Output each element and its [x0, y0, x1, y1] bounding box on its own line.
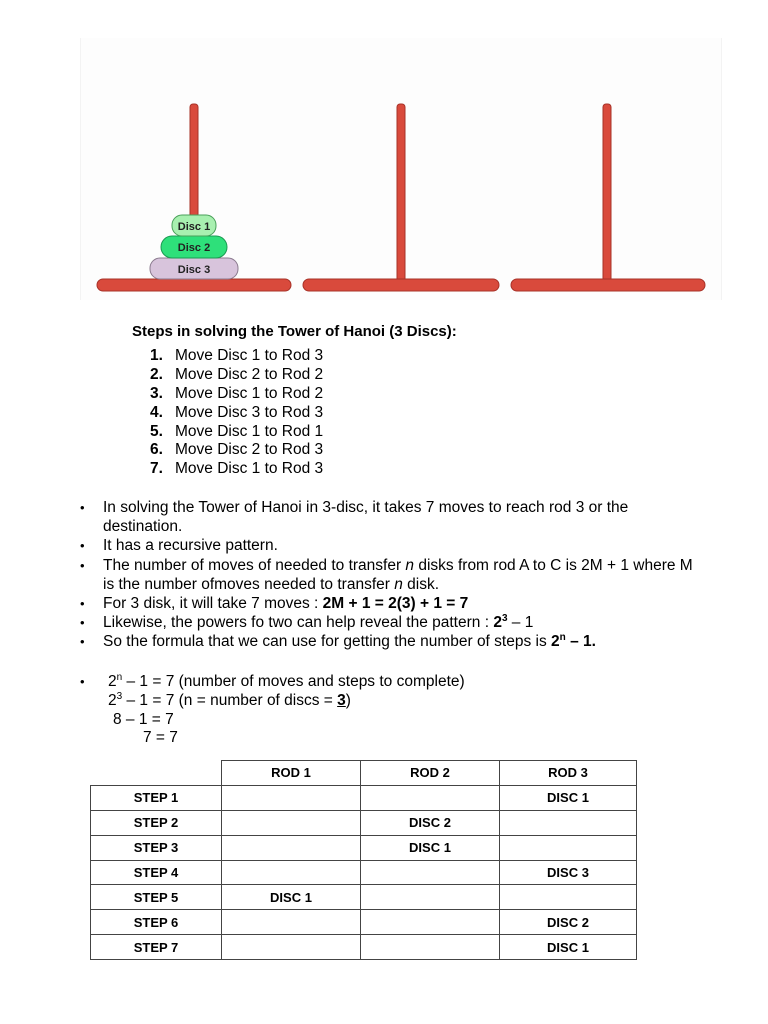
- moves-table: [90, 760, 637, 960]
- table-row: [91, 785, 637, 810]
- table-row: [91, 885, 637, 910]
- table-cell: [222, 835, 361, 860]
- bullet-item: [80, 594, 700, 613]
- table-cell: [222, 860, 361, 885]
- bullet-text: For 3 disk, it will take 7 moves :: [103, 595, 323, 613]
- header-cell: ROD 1: [222, 761, 361, 786]
- step-text: Move Disc 1 to Rod 3: [175, 460, 324, 478]
- disc-1: [172, 215, 216, 236]
- disc-3: [150, 258, 238, 279]
- list-item: [150, 385, 323, 404]
- table-cell: STEP 2: [91, 810, 222, 835]
- list-item: [150, 423, 323, 442]
- step-text: Move Disc 3 to Rod 3: [175, 403, 324, 421]
- table-cell: [222, 810, 361, 835]
- step-number: 2.: [150, 365, 163, 383]
- power-base: 2: [108, 691, 117, 709]
- step-text: Move Disc 1 to Rod 2: [175, 384, 324, 402]
- steps-list: [150, 347, 323, 479]
- table-cell: STEP 6: [91, 910, 222, 935]
- table-cell: [361, 885, 500, 910]
- steps-title: Steps in solving the Tower of Hanoi (3 Discs):: [132, 323, 457, 340]
- table-cell: STEP 1: [91, 785, 222, 810]
- table-cell: DISC 1: [500, 785, 637, 810]
- table-cell: DISC 2: [500, 910, 637, 935]
- table-cell: [361, 785, 500, 810]
- header-cell: ROD 3: [500, 761, 637, 786]
- formula-block: [80, 673, 680, 748]
- formula-line-4: 7 = 7: [143, 729, 178, 747]
- table-cell: STEP 4: [91, 860, 222, 885]
- list-item: [150, 441, 323, 460]
- formula-text: ): [345, 691, 351, 709]
- power-exponent: 3: [116, 690, 123, 702]
- step-text: Move Disc 1 to Rod 3: [175, 347, 324, 364]
- header-cell: ROD 2: [361, 761, 500, 786]
- step-number: 3.: [150, 384, 163, 402]
- formula-line-1: [108, 673, 680, 692]
- variable-n: n: [405, 556, 415, 574]
- header-cell: [91, 761, 222, 786]
- step-number: 4.: [150, 403, 163, 421]
- bullet-text: So the formula that we can use for getting the number of steps is: [103, 633, 552, 651]
- table-cell: DISC 1: [222, 885, 361, 910]
- disc-2: [161, 236, 227, 258]
- bullet-text: It has a recursive pattern.: [103, 537, 278, 555]
- power-exponent: n: [116, 671, 123, 683]
- tower-of-hanoi-figure: [80, 38, 722, 300]
- table-row: [91, 910, 637, 935]
- tower-diagram: [81, 38, 721, 300]
- table-cell: STEP 7: [91, 935, 222, 960]
- table-cell: DISC 1: [500, 935, 637, 960]
- step-number: 5.: [150, 422, 163, 440]
- rod-2: [303, 104, 499, 291]
- table-cell: [222, 910, 361, 935]
- list-item: [150, 404, 323, 423]
- step-number: 7.: [150, 460, 163, 478]
- disc-2-label: Disc 2: [177, 242, 211, 254]
- bullet-item: [80, 613, 700, 632]
- variable-n: n: [394, 575, 403, 593]
- step-text: Move Disc 2 to Rod 3: [175, 441, 324, 459]
- bullet-item: [80, 673, 680, 748]
- explanation-bullets: [80, 498, 700, 652]
- bullet-text: – 1: [507, 614, 534, 632]
- list-item: [150, 347, 323, 366]
- table-cell: [222, 785, 361, 810]
- power-base: 2: [551, 633, 560, 651]
- power-base: 2: [108, 673, 117, 690]
- rod-3: [511, 104, 705, 291]
- table-cell: [361, 910, 500, 935]
- list-item: [150, 460, 323, 479]
- table-row: [91, 810, 637, 835]
- table-row: [91, 835, 637, 860]
- step-number: 1.: [150, 347, 163, 364]
- table-cell: DISC 2: [361, 810, 500, 835]
- bullet-item: [80, 556, 700, 594]
- formula-line-3: 8 – 1 = 7: [113, 710, 174, 728]
- table-cell: DISC 1: [361, 835, 500, 860]
- table-cell: [500, 885, 637, 910]
- discs-value: 3: [337, 691, 346, 709]
- table-cell: STEP 5: [91, 885, 222, 910]
- table-cell: [500, 835, 637, 860]
- bullet-item: [80, 498, 700, 536]
- table-row: [91, 860, 637, 885]
- table-cell: [500, 810, 637, 835]
- bullet-text: Likewise, the powers fo two can help reveal the pattern :: [103, 614, 494, 632]
- table-cell: [361, 860, 500, 885]
- table-row: [91, 935, 637, 960]
- bullet-text: disk.: [402, 575, 440, 593]
- bullet-item: [80, 632, 700, 651]
- step-text: Move Disc 2 to Rod 2: [175, 365, 324, 383]
- formula-text: – 1 = 7 (number of moves and steps to complete): [122, 673, 465, 690]
- table-cell: DISC 3: [500, 860, 637, 885]
- list-item: [150, 366, 323, 385]
- table-cell: [361, 935, 500, 960]
- formula-line-2: [108, 692, 680, 711]
- power-base: 2: [493, 614, 502, 632]
- equation: 2M + 1 = 2(3) + 1 = 7: [322, 595, 469, 613]
- bullet-item: [80, 536, 700, 555]
- formula-text: – 1 = 7 (n = number of discs =: [122, 691, 338, 709]
- table-cell: [222, 935, 361, 960]
- table-header-row: [91, 761, 637, 786]
- step-number: 6.: [150, 441, 163, 459]
- power-exponent: 3: [501, 613, 508, 625]
- step-text: Move Disc 1 to Rod 1: [175, 422, 324, 440]
- bullet-text: The number of moves of needed to transfer: [103, 556, 406, 574]
- formula-tail: – 1.: [565, 633, 596, 651]
- bullet-text: disks from rod A to C is 2M + 1 where M is the number ofmoves needed to transfer: [103, 556, 693, 593]
- bullet-text: In solving the Tower of Hanoi in 3-disc, it takes 7 moves to reach rod 3 or the destination.: [103, 499, 629, 536]
- power-exponent: n: [559, 632, 566, 644]
- table-cell: STEP 3: [91, 835, 222, 860]
- disc-3-label: Disc 3: [177, 264, 211, 276]
- disc-1-label: Disc 1: [177, 221, 211, 233]
